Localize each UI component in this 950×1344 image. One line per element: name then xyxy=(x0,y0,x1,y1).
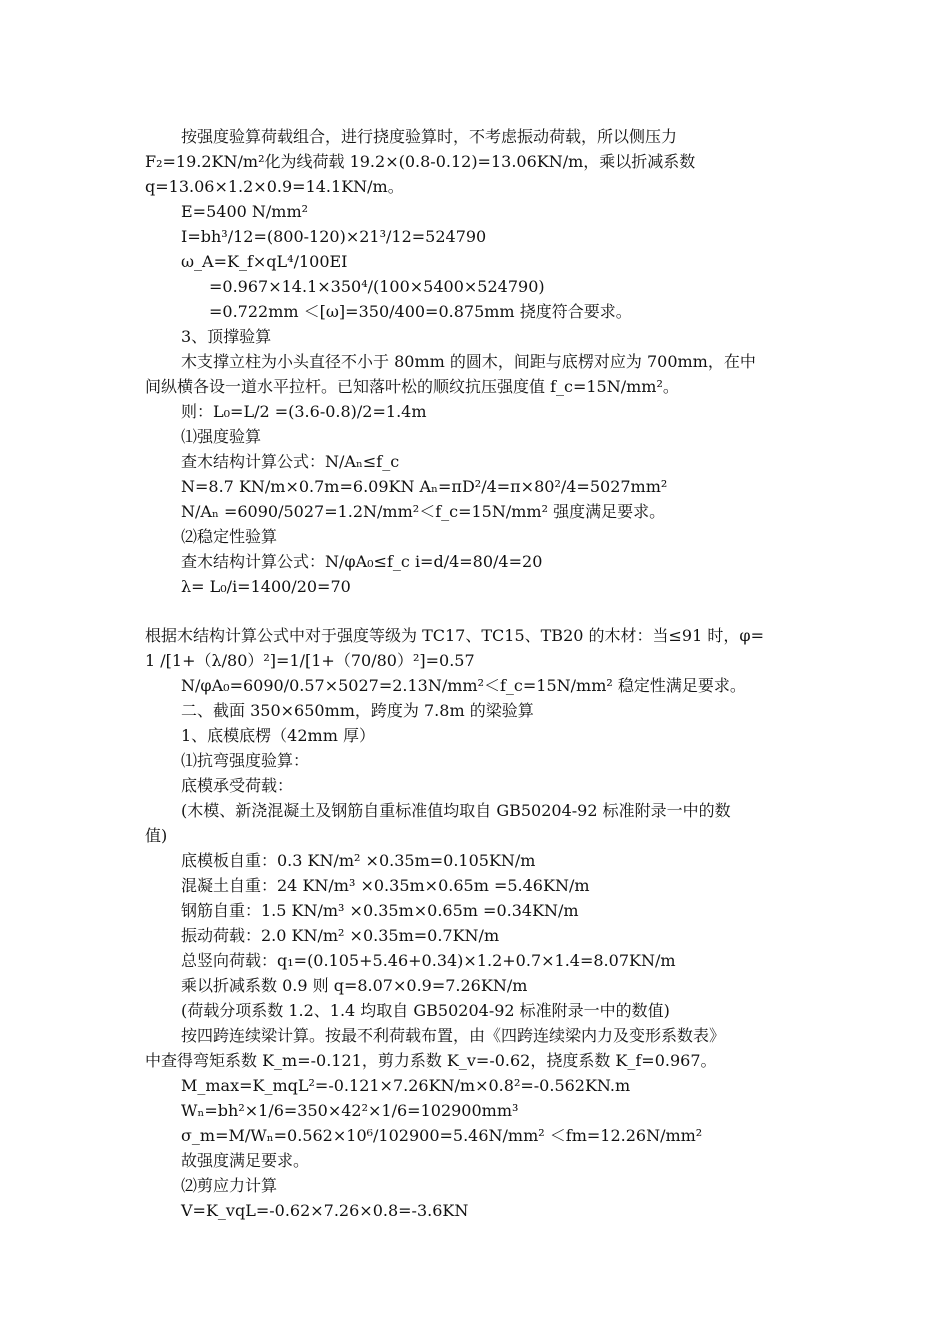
line-text: ⑴抗弯强度验算： xyxy=(181,751,310,770)
line-text: I=bh³/12=(800-120)×21³/12=524790 xyxy=(181,227,487,246)
line-text: 值) xyxy=(145,826,168,845)
subsection-heading xyxy=(181,751,309,771)
text-line xyxy=(181,252,348,272)
line-text: =0.967×14.1×350⁴/(100×5400×524790) xyxy=(209,277,545,296)
line-text: 钢筋自重：1.5 KN/m³ ×0.35m×0.65m =0.34KN/m xyxy=(181,901,579,920)
text-line xyxy=(181,552,542,572)
line-text: 3、顶撑验算 xyxy=(181,327,272,346)
line-text: N/Aₙ =6090/5027=1.2N/mm²＜f_c=15N/mm² 强度满足要求。 xyxy=(181,502,666,521)
section-heading xyxy=(181,701,534,721)
line-text: ⑵剪应力计算 xyxy=(181,1176,278,1195)
text-line xyxy=(181,1201,468,1221)
line-text: 查木结构计算公式：N/Aₙ≤f_c xyxy=(181,452,400,471)
text-line xyxy=(181,926,499,946)
section-heading xyxy=(181,327,271,347)
text-line xyxy=(181,801,731,821)
text-line xyxy=(181,676,746,696)
text-line xyxy=(181,1026,725,1046)
text-line xyxy=(181,1001,670,1021)
line-text: 木支撑立柱为小头直径不小于 80mm 的圆木，间距与底楞对应为 700mm，在中 xyxy=(181,352,756,371)
line-text: 底模承受荷载： xyxy=(181,776,294,795)
text-line xyxy=(181,452,399,472)
text-line xyxy=(145,651,475,671)
text-line xyxy=(181,402,427,422)
line-text: λ= L₀/i=1400/20=70 xyxy=(181,577,351,596)
line-text: Wₙ=bh²×1/6=350×42²×1/6=102900mm³ xyxy=(181,1101,519,1120)
text-line xyxy=(209,302,632,322)
text-line xyxy=(181,352,756,372)
text-line xyxy=(181,876,590,896)
text-line xyxy=(145,152,730,172)
text-line xyxy=(181,227,486,247)
line-text: q=13.06×1.2×0.9=14.1KN/m。 xyxy=(145,177,404,196)
line-text: 总竖向荷载：q₁=(0.105+5.46+0.34)×1.2+0.7×1.4=8.07KN/m xyxy=(181,951,676,970)
line-text: =0.722mm ＜[ω]=350/400=0.875mm 挠度符合要求。 xyxy=(209,302,632,321)
line-text: V=K_vqL=-0.62×7.26×0.8=-3.6KN xyxy=(181,1201,469,1220)
text-line xyxy=(181,951,676,971)
text-line xyxy=(181,1151,309,1171)
line-text: 振动荷载：2.0 KN/m² ×0.35m=0.7KN/m xyxy=(181,926,500,945)
line-text: 根据木结构计算公式中对于强度等级为 TC17、TC15、TB20 的木材：当≤91 时，φ= xyxy=(145,626,764,645)
text-line xyxy=(145,1051,717,1071)
subsection-heading xyxy=(181,527,277,547)
line-text: 乘以折减系数 0.9 则 q=8.07×0.9=7.26KN/m xyxy=(181,976,528,995)
line-text: 中查得弯矩系数 K_m=-0.121，剪力系数 K_v=-0.62，挠度系数 K_f=0.967。 xyxy=(145,1051,717,1070)
line-text: 底模板自重：0.3 KN/m² ×0.35m=0.105KN/m xyxy=(181,851,536,870)
line-text: 1 /[1+（λ/80）²]=1/[1+（70/80）²]=0.57 xyxy=(145,651,475,670)
text-line xyxy=(181,776,293,796)
text-line xyxy=(181,976,527,996)
text-line xyxy=(181,202,308,222)
text-line xyxy=(145,377,679,397)
text-line xyxy=(181,127,805,147)
line-text: 则：L₀=L/2 =(3.6-0.8)/2=1.4m xyxy=(181,402,427,421)
line-text: 按强度验算荷载组合，进行挠度验算时，不考虑振动荷载，所以侧压力 xyxy=(181,127,678,146)
line-text: 故强度满足要求。 xyxy=(181,1151,310,1170)
text-line xyxy=(181,477,667,497)
subsection-heading xyxy=(181,427,261,447)
line-text: M_max=K_mqL²=-0.121×7.26KN/m×0.8²=-0.562KN.m xyxy=(181,1076,631,1095)
line-text: 1、底模底楞（42mm 厚） xyxy=(181,726,375,745)
text-line xyxy=(181,1101,518,1121)
text-line xyxy=(181,1126,702,1146)
line-text: (荷载分项系数 1.2、1.4 均取自 GB50204-92 标准附录一中的数值) xyxy=(181,1001,670,1020)
line-text: σ_m=M/Wₙ=0.562×10⁶/102900=5.46N/mm² ＜fm=12.26N/mm² xyxy=(181,1126,703,1145)
text-line xyxy=(181,502,665,522)
line-text: 二、截面 350×650mm，跨度为 7.8m 的梁验算 xyxy=(181,701,534,720)
text-line xyxy=(145,826,167,846)
line-text: ω_A=K_f×qL⁴/100EI xyxy=(181,252,348,271)
line-text: 间纵横各设一道水平拉杆。已知落叶松的顺纹抗压强度值 f_c=15N/mm²。 xyxy=(145,377,679,396)
text-line xyxy=(145,177,404,197)
text-line xyxy=(145,626,764,646)
line-text: ⑴强度验算 xyxy=(181,427,262,446)
line-text: F₂=19.2KN/m²化为线荷载 19.2×(0.8-0.12)=13.06KN/m，乘以折减系数 xyxy=(145,152,696,171)
subsection-heading xyxy=(181,1176,277,1196)
text-line xyxy=(209,277,545,297)
text-line xyxy=(181,1076,630,1096)
text-line xyxy=(181,577,351,597)
line-text: 混凝土自重：24 KN/m³ ×0.35m×0.65m =5.46KN/m xyxy=(181,876,590,895)
text-line xyxy=(181,901,579,921)
line-text: N=8.7 KN/m×0.7m=6.09KN Aₙ=πD²/4=π×80²/4=5027mm² xyxy=(181,477,668,496)
subsection-heading xyxy=(181,726,375,746)
line-text: N/φA₀=6090/0.57×5027=2.13N/mm²＜f_c=15N/mm² 稳定性满足要求。 xyxy=(181,676,746,695)
line-text: E=5400 N/mm² xyxy=(181,202,309,221)
line-text: (木模、新浇混凝土及钢筋自重标准值均取自 GB50204-92 标准附录一中的数 xyxy=(181,801,731,820)
line-text: 查木结构计算公式：N/φA₀≤f_c i=d/4=80/4=20 xyxy=(181,552,543,571)
line-text: ⑵稳定性验算 xyxy=(181,527,278,546)
line-text: 按四跨连续梁计算。按最不利荷载布置，由《四跨连续梁内力及变形系数表》 xyxy=(181,1026,726,1045)
text-line xyxy=(181,851,535,871)
